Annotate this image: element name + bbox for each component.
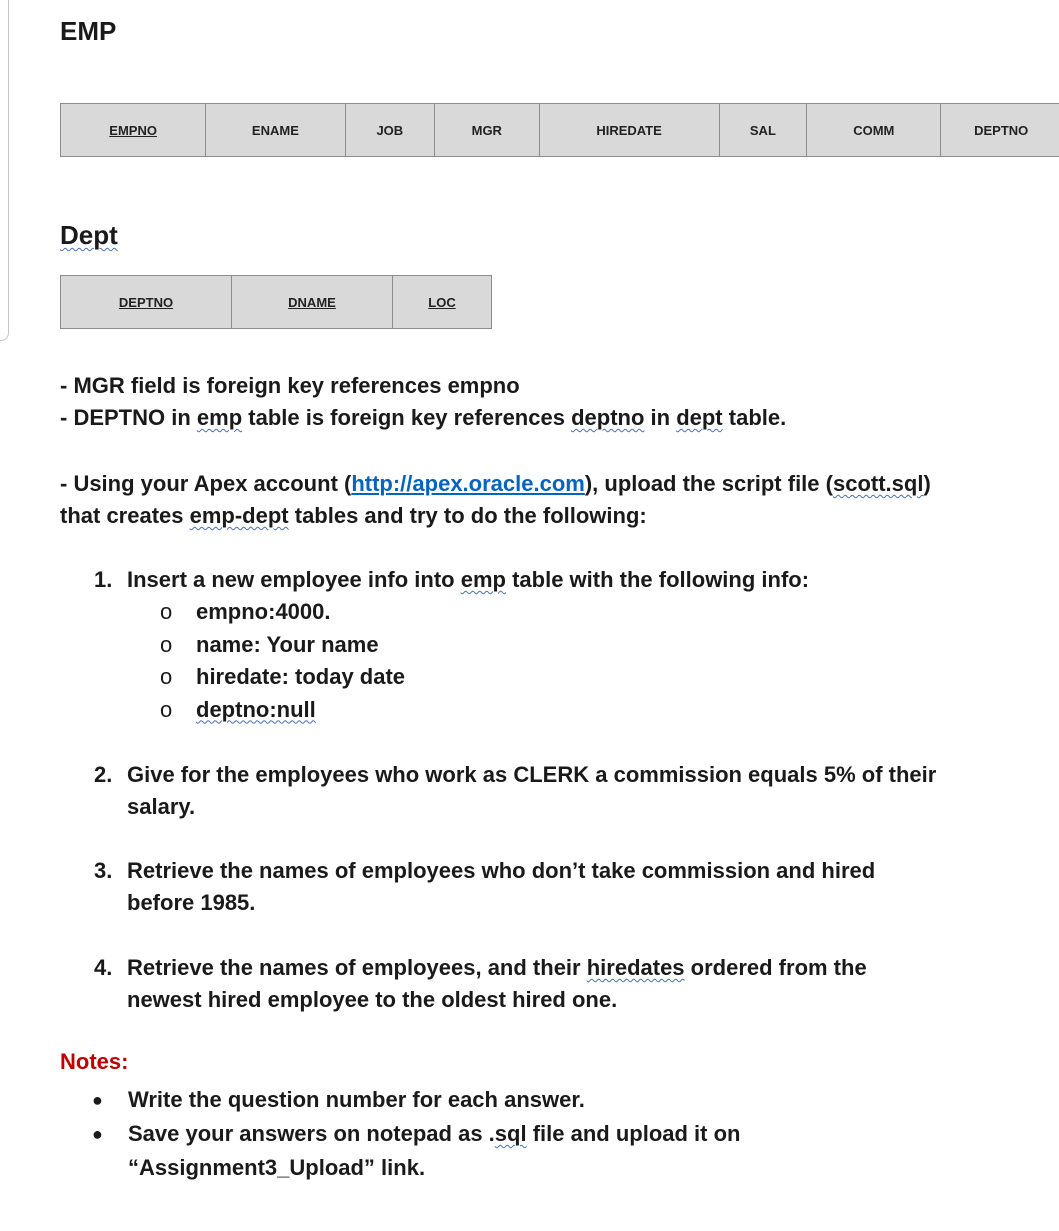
dept-header-row — [61, 276, 492, 329]
task-4-pre: Retrieve the names of employees, and their — [127, 955, 587, 980]
bullet-icon: ● — [92, 1090, 103, 1110]
task-4-hiredates-word: hiredates — [586, 955, 685, 980]
emp-col-hiredate: HIREDATE — [539, 104, 719, 157]
sub-marker: o — [160, 631, 173, 657]
emp-table — [60, 103, 1059, 157]
task-1-text — [127, 564, 987, 596]
dept-heading-text: Dept — [60, 220, 118, 250]
fk-line-mgr-text: - MGR field is foreign key references empno — [60, 373, 520, 398]
emp-col-comm: COMM — [807, 104, 941, 157]
intro-line2-pre: that creates — [60, 503, 190, 528]
intro-script-file: scott.sql — [832, 471, 924, 496]
task-1-number: 1. — [94, 567, 113, 592]
fk-deptno-in: in — [644, 405, 677, 430]
sub-text: deptno:null — [196, 696, 316, 722]
note-item-2-sql: sql — [494, 1121, 527, 1146]
note-item-2-post: file and upload it on “Assignment3_Upload” link. — [128, 1121, 741, 1180]
emp-col-ename: ENAME — [206, 104, 345, 157]
notes-list — [92, 1083, 992, 1185]
dept-col-deptno: DEPTNO — [61, 276, 232, 329]
task-1-emp-word: emp — [460, 567, 506, 592]
sub-text: empno:4000. — [196, 599, 331, 624]
emp-col-job: JOB — [345, 104, 435, 157]
task-1-post: table with the following info: — [505, 567, 810, 592]
sub-marker: o — [160, 696, 173, 722]
fk-line-deptno — [60, 405, 786, 430]
task-1-pre: Insert a new employee info into — [127, 567, 461, 592]
bullet-icon: ● — [92, 1124, 103, 1144]
fk-deptno-post: table. — [722, 405, 787, 430]
task-2 — [94, 759, 987, 823]
emp-heading: EMP — [60, 16, 117, 46]
intro-paragraph — [60, 468, 1040, 532]
sub-text: name: Your name — [196, 631, 379, 657]
task-4-post: ordered from the newest hired employee to the oldest hired one. — [127, 955, 867, 1012]
intro-pre: - Using your Apex account ( — [60, 471, 352, 496]
task-4 — [94, 952, 927, 1016]
dept-heading — [60, 220, 118, 251]
task-3 — [94, 855, 927, 919]
fk-deptno-dept: dept — [676, 405, 723, 430]
sub-marker: o — [160, 664, 173, 689]
page-margin-line — [0, 0, 9, 341]
dept-col-dname: DNAME — [232, 276, 393, 329]
note-item-2-pre: Save your answers on notepad as . — [128, 1121, 495, 1146]
fk-line-mgr — [60, 373, 520, 398]
emp-col-mgr: MGR — [435, 104, 539, 157]
intro-line2-post: tables and try to do the following: — [288, 503, 647, 528]
intro-post: ) — [923, 471, 931, 496]
task-1-subitem-hiredate — [160, 661, 405, 694]
foreign-key-notes — [60, 370, 786, 434]
task-1-subitem-empno — [160, 596, 405, 629]
task-2-text: Give for the employees who work as CLERK a commission equals 5% of their salary. — [127, 762, 937, 819]
dept-col-loc: LOC — [393, 276, 492, 329]
emp-col-empno: EMPNO — [61, 104, 206, 157]
dept-table — [60, 275, 492, 329]
note-item-1 — [92, 1083, 992, 1117]
fk-deptno-word: deptno — [571, 405, 645, 430]
emp-header-row — [61, 104, 1059, 157]
task-1-subitems — [160, 596, 405, 726]
notes-title: Notes: — [60, 1049, 129, 1074]
fk-deptno-pre: - DEPTNO in — [60, 405, 197, 430]
task-1-subitem-deptno — [160, 694, 405, 727]
task-4-text — [127, 952, 927, 1016]
fk-deptno-mid: table is foreign key references — [242, 405, 572, 430]
task-1 — [94, 564, 987, 596]
intro-line2-tables: emp-dept — [189, 503, 289, 528]
note-item-2 — [92, 1117, 808, 1185]
task-1-subitem-name — [160, 629, 405, 662]
task-3-text: Retrieve the names of employees who don’t take commission and hired before 1985. — [127, 858, 876, 915]
intro-mid: ), upload the script file ( — [584, 471, 833, 496]
sub-marker: o — [160, 599, 173, 624]
task-2-number: 2. — [94, 762, 113, 787]
note-item-1-text: Write the question number for each answer. — [128, 1087, 585, 1112]
apex-link[interactable]: http://apex.oracle.com — [351, 471, 585, 496]
emp-col-sal: SAL — [719, 104, 807, 157]
fk-deptno-emp: emp — [196, 405, 243, 430]
emp-col-deptno: DEPTNO — [941, 104, 1059, 157]
sub-text: hiredate: today date — [196, 664, 406, 689]
task-3-number: 3. — [94, 858, 113, 883]
task-4-number: 4. — [94, 955, 113, 980]
